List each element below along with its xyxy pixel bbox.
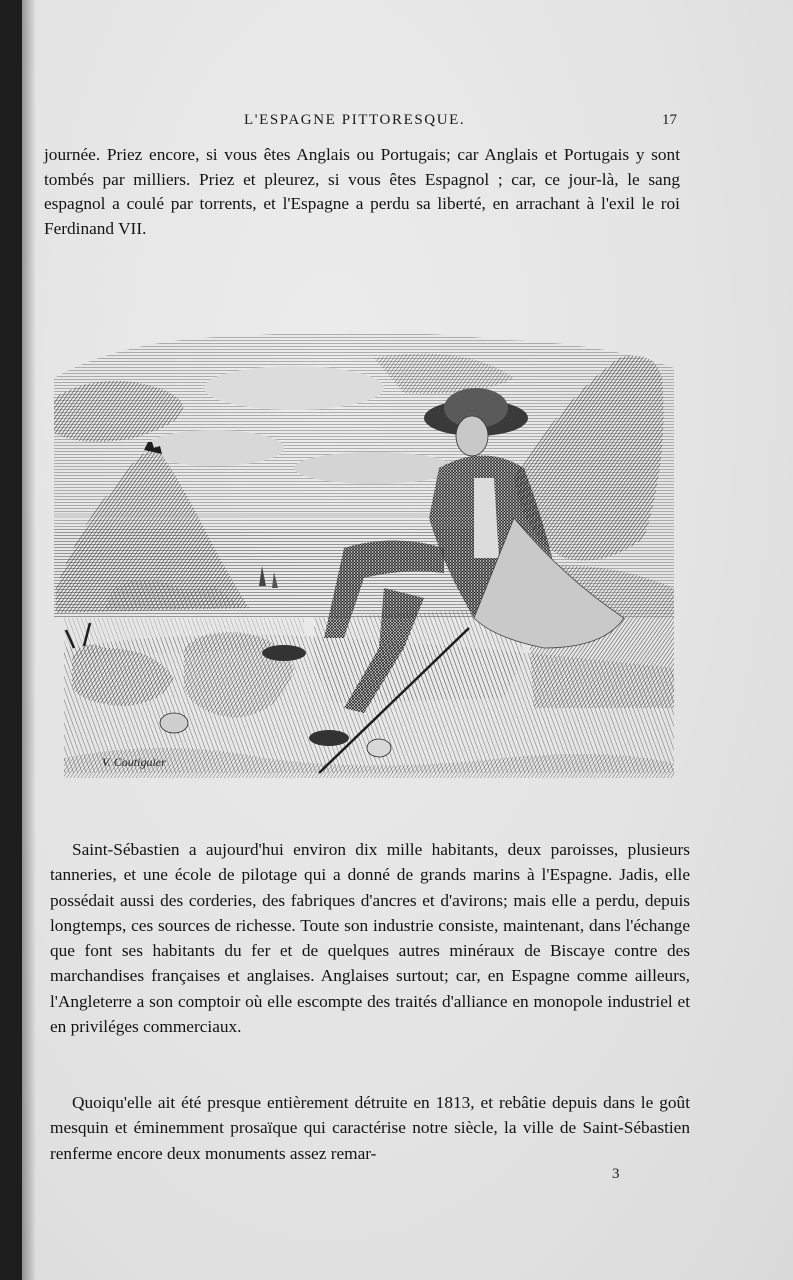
binding-shadow [22, 0, 36, 1280]
signature-mark: 3 [612, 1166, 620, 1182]
running-header [0, 112, 793, 136]
paragraph-3: Quoiqu'elle ait été presque entièrement détruite en 1813, et rebâtie depuis dans le goût mesquin et éminemment prosaïque qui caractérise notre siècle, la ville de Saint-Sébastien renferme encore deux monuments assez remar- [50, 1093, 690, 1163]
engraving-illustration [44, 318, 688, 780]
page-number: 17 [662, 112, 677, 128]
paragraph-1: journée. Priez encore, si vous êtes Anglais ou Portugais; car Anglais et Portugais y sont tombés par milliers. Priez et pleurez, si vous êtes Espagnol ; car, ce jour-là, le sang espagnol a coulé par torrents, et l'Espagne a perdu sa liberté, en arrachant à l'exil le roi Ferdinand VII. [44, 145, 680, 238]
running-title: L'ESPAGNE PITTORESQUE. [244, 112, 466, 128]
paragraph-2: Saint-Sébastien a aujourd'hui environ dix mille habitants, deux paroisses, plusieurs tanneries, et une école de pilotage qui a donné de grands marins à l'Espagne. Jadis, elle possédait aussi des corderies, des fabriques d'ancres et d'avirons; mais elle a perdu, depuis longtemps, ces sources de richesse. Toute son industrie consiste, maintenant, dans l'échange que font ses habitants du fer et de quelques autres minéraux de Biscaye contre des marchandises françaises et anglaises. Anglaises surtout; car, en Espagne comme ailleurs, l'Angleterre a son comptoir où elle escompte des traités d'alliance en monopole industriel et en priviléges commerciaux. [50, 840, 690, 1037]
artist-signature: V. Coutiguier [102, 755, 166, 769]
